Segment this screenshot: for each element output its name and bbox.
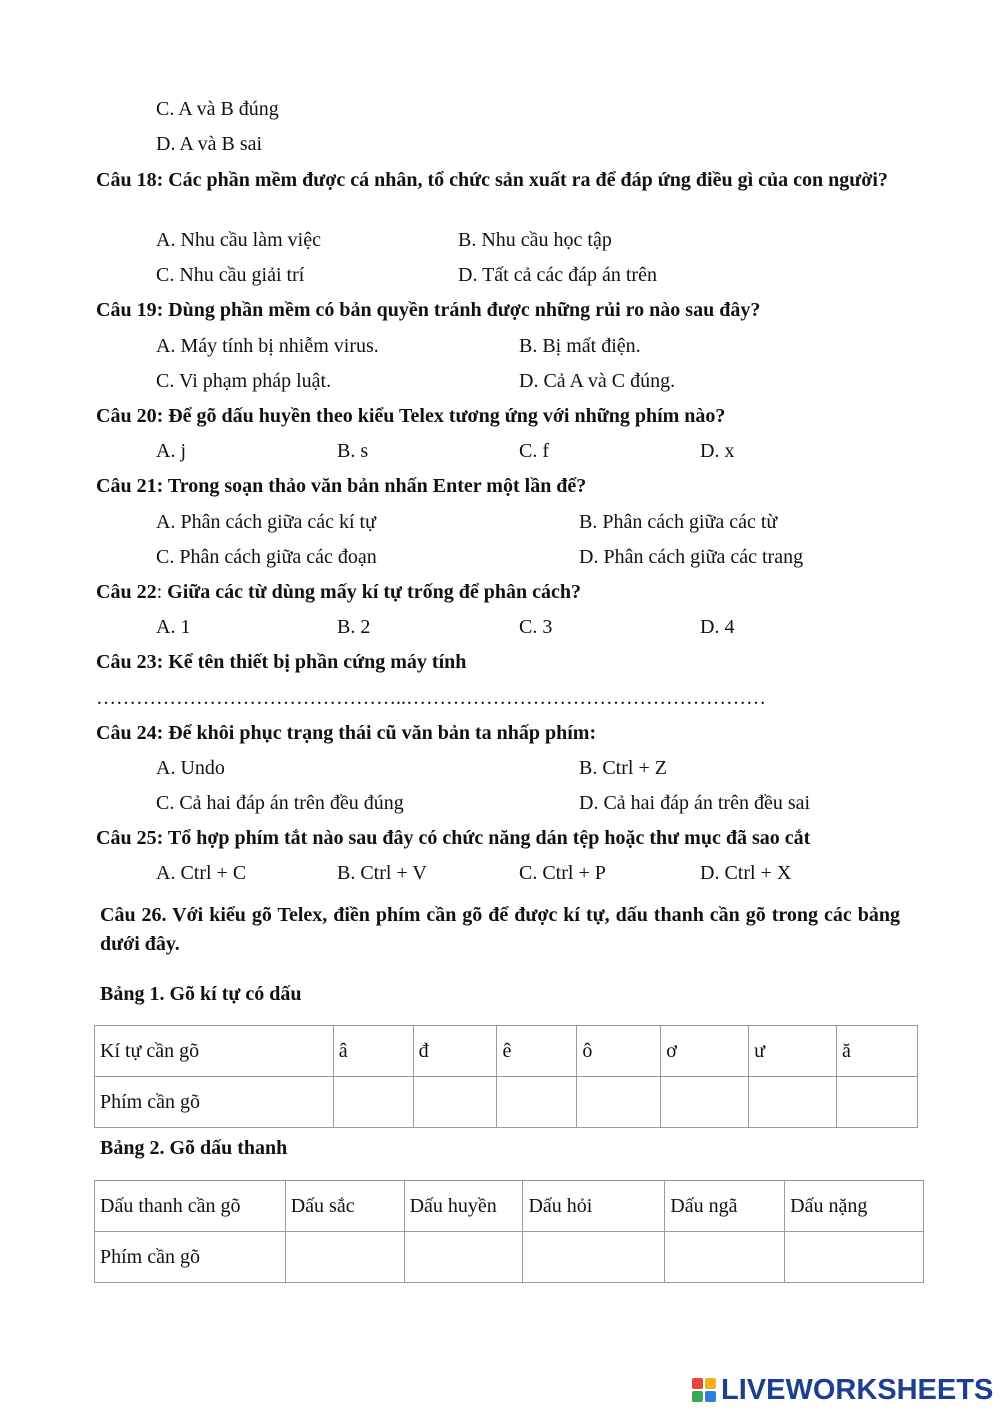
answer-cell[interactable] (413, 1077, 497, 1128)
answer-cell[interactable] (523, 1232, 665, 1283)
answer-cell[interactable] (785, 1232, 924, 1283)
question-label: Câu 18: (96, 169, 164, 191)
question-label: Câu 25: (96, 827, 164, 849)
table-2-title: Bảng 2. Gõ dấu thanh (100, 1137, 288, 1159)
question-text: Để gõ dấu huyền theo kiểu Telex tương ứng với những phím nào? (163, 405, 726, 427)
q18-option-d: D. Tất cả các đáp án trên (458, 264, 657, 286)
tone-cell: Dấu huyền (404, 1181, 523, 1232)
liveworksheets-logo-icon (692, 1378, 716, 1402)
q17-option-d: D. A và B sai (156, 133, 263, 155)
q19-option-d: D. Cả A và C đúng. (519, 370, 676, 392)
question-26 (100, 901, 900, 959)
tone-cell: Dấu ngã (665, 1181, 785, 1232)
q24-option-d: D. Cả hai đáp án trên đều sai (579, 792, 811, 814)
tone-cell: Dấu hỏi (523, 1181, 665, 1232)
table-2 (94, 1180, 924, 1283)
liveworksheets-logo (692, 1374, 993, 1406)
table-1-header-chars: Kí tự cần gõ (95, 1026, 334, 1077)
question-22 (96, 580, 581, 604)
q25-option-a: A. Ctrl + C (156, 862, 247, 884)
answer-cell[interactable] (661, 1077, 749, 1128)
question-label: Câu 20: (96, 405, 164, 427)
q17-option-c: C. A và B đúng (156, 98, 279, 120)
question-label: Câu 21: (96, 475, 164, 497)
table-2-header-keys: Phím cần gõ (95, 1232, 286, 1283)
q22-option-c: C. 3 (519, 616, 553, 638)
q24-option-c: C. Cả hai đáp án trên đều đúng (156, 792, 404, 814)
question-text: Dùng phần mềm có bản quyền tránh được những rủi ro nào sau đây? (163, 299, 761, 321)
table-1-row-keys (95, 1077, 918, 1128)
char-cell: ă (837, 1026, 918, 1077)
char-cell: ơ (661, 1026, 749, 1077)
question-20 (96, 404, 725, 428)
char-cell: ê (497, 1026, 577, 1077)
q20-option-c: C. f (519, 440, 549, 462)
char-cell: ư (749, 1026, 837, 1077)
question-text: Các phần mềm được cá nhân, tổ chức sản xuất ra để đáp ứng điều gì của con người? (163, 169, 888, 191)
answer-cell[interactable] (285, 1232, 404, 1283)
logo-square (705, 1391, 716, 1402)
question-text: Tổ hợp phím tắt nào sau đây có chức năng dán tệp hoặc thư mục đã sao cắt (163, 827, 811, 849)
logo-square (692, 1391, 703, 1402)
question-text: Giữa các từ dùng mấy kí tự trống để phân cách? (162, 581, 581, 603)
question-text: Trong soạn thảo văn bản nhấn Enter một lần để? (163, 475, 587, 497)
logo-square (692, 1378, 703, 1389)
question-label: Câu 26. (100, 904, 167, 926)
question-19 (96, 298, 760, 322)
q21-option-a: A. Phân cách giữa các kí tự (156, 511, 376, 533)
answer-cell[interactable] (404, 1232, 523, 1283)
q22-option-a: A. 1 (156, 616, 191, 638)
tone-cell: Dấu sắc (285, 1181, 404, 1232)
table-1-header-keys: Phím cần gõ (95, 1077, 334, 1128)
answer-cell[interactable] (497, 1077, 577, 1128)
char-cell: â (333, 1026, 413, 1077)
q19-option-c: C. Vi phạm pháp luật. (156, 370, 332, 392)
q22-option-d: D. 4 (700, 616, 735, 638)
answer-cell[interactable] (577, 1077, 661, 1128)
q18-option-b: B. Nhu cầu học tập (458, 229, 612, 251)
q25-option-c: C. Ctrl + P (519, 862, 606, 884)
q18-option-c: C. Nhu cầu giải trí (156, 264, 305, 286)
question-separator: : (156, 581, 163, 603)
q21-option-c: C. Phân cách giữa các đoạn (156, 546, 377, 568)
question-21 (96, 474, 586, 498)
question-24 (96, 721, 596, 745)
question-label: Câu 19: (96, 299, 164, 321)
table-1-title: Bảng 1. Gõ kí tự có dấu (100, 983, 302, 1005)
q18-option-a: A. Nhu cầu làm việc (156, 229, 321, 251)
question-label: Câu 24: (96, 722, 164, 744)
table-2-row-keys (95, 1232, 924, 1283)
question-text: Với kiểu gõ Telex, điền phím cần gõ để được kí tự, dấu thanh cần gõ trong các bảng dưới đây. (100, 904, 900, 955)
q25-option-b: B. Ctrl + V (337, 862, 427, 884)
answer-cell[interactable] (837, 1077, 918, 1128)
table-1-row-chars (95, 1026, 918, 1077)
question-text: Kể tên thiết bị phần cứng máy tính (163, 651, 467, 673)
liveworksheets-brand-text: LIVEWORKSHEETS (721, 1373, 994, 1406)
question-23 (96, 650, 466, 674)
question-label: Câu 22 (96, 581, 157, 603)
char-cell: đ (413, 1026, 497, 1077)
question-text: Để khôi phục trạng thái cũ văn bản ta nhấp phím: (163, 722, 597, 744)
answer-cell[interactable] (665, 1232, 785, 1283)
table-2-row-tones (95, 1181, 924, 1232)
table-2-header-tones: Dấu thanh cần gõ (95, 1181, 286, 1232)
q21-option-b: B. Phân cách giữa các từ (579, 511, 778, 533)
q21-option-d: D. Phân cách giữa các trang (579, 546, 804, 568)
answer-cell[interactable] (749, 1077, 837, 1128)
q19-option-a: A. Máy tính bị nhiễm virus. (156, 335, 379, 357)
logo-square (705, 1378, 716, 1389)
q20-option-a: A. j (156, 440, 186, 462)
q24-option-b: B. Ctrl + Z (579, 757, 667, 779)
table-1 (94, 1025, 918, 1128)
tone-cell: Dấu nặng (785, 1181, 924, 1232)
char-cell: ô (577, 1026, 661, 1077)
q25-option-d: D. Ctrl + X (700, 862, 792, 884)
q19-option-b: B. Bị mất điện. (519, 335, 641, 357)
question-18 (96, 167, 906, 193)
question-label: Câu 23: (96, 651, 164, 673)
q23-answer-line[interactable]: ………………………………………..……………………………………………… (96, 687, 766, 709)
q22-option-b: B. 2 (337, 616, 371, 638)
q20-option-b: B. s (337, 440, 369, 462)
q20-option-d: D. x (700, 440, 735, 462)
answer-cell[interactable] (333, 1077, 413, 1128)
q24-option-a: A. Undo (156, 757, 225, 779)
question-25 (96, 826, 810, 850)
